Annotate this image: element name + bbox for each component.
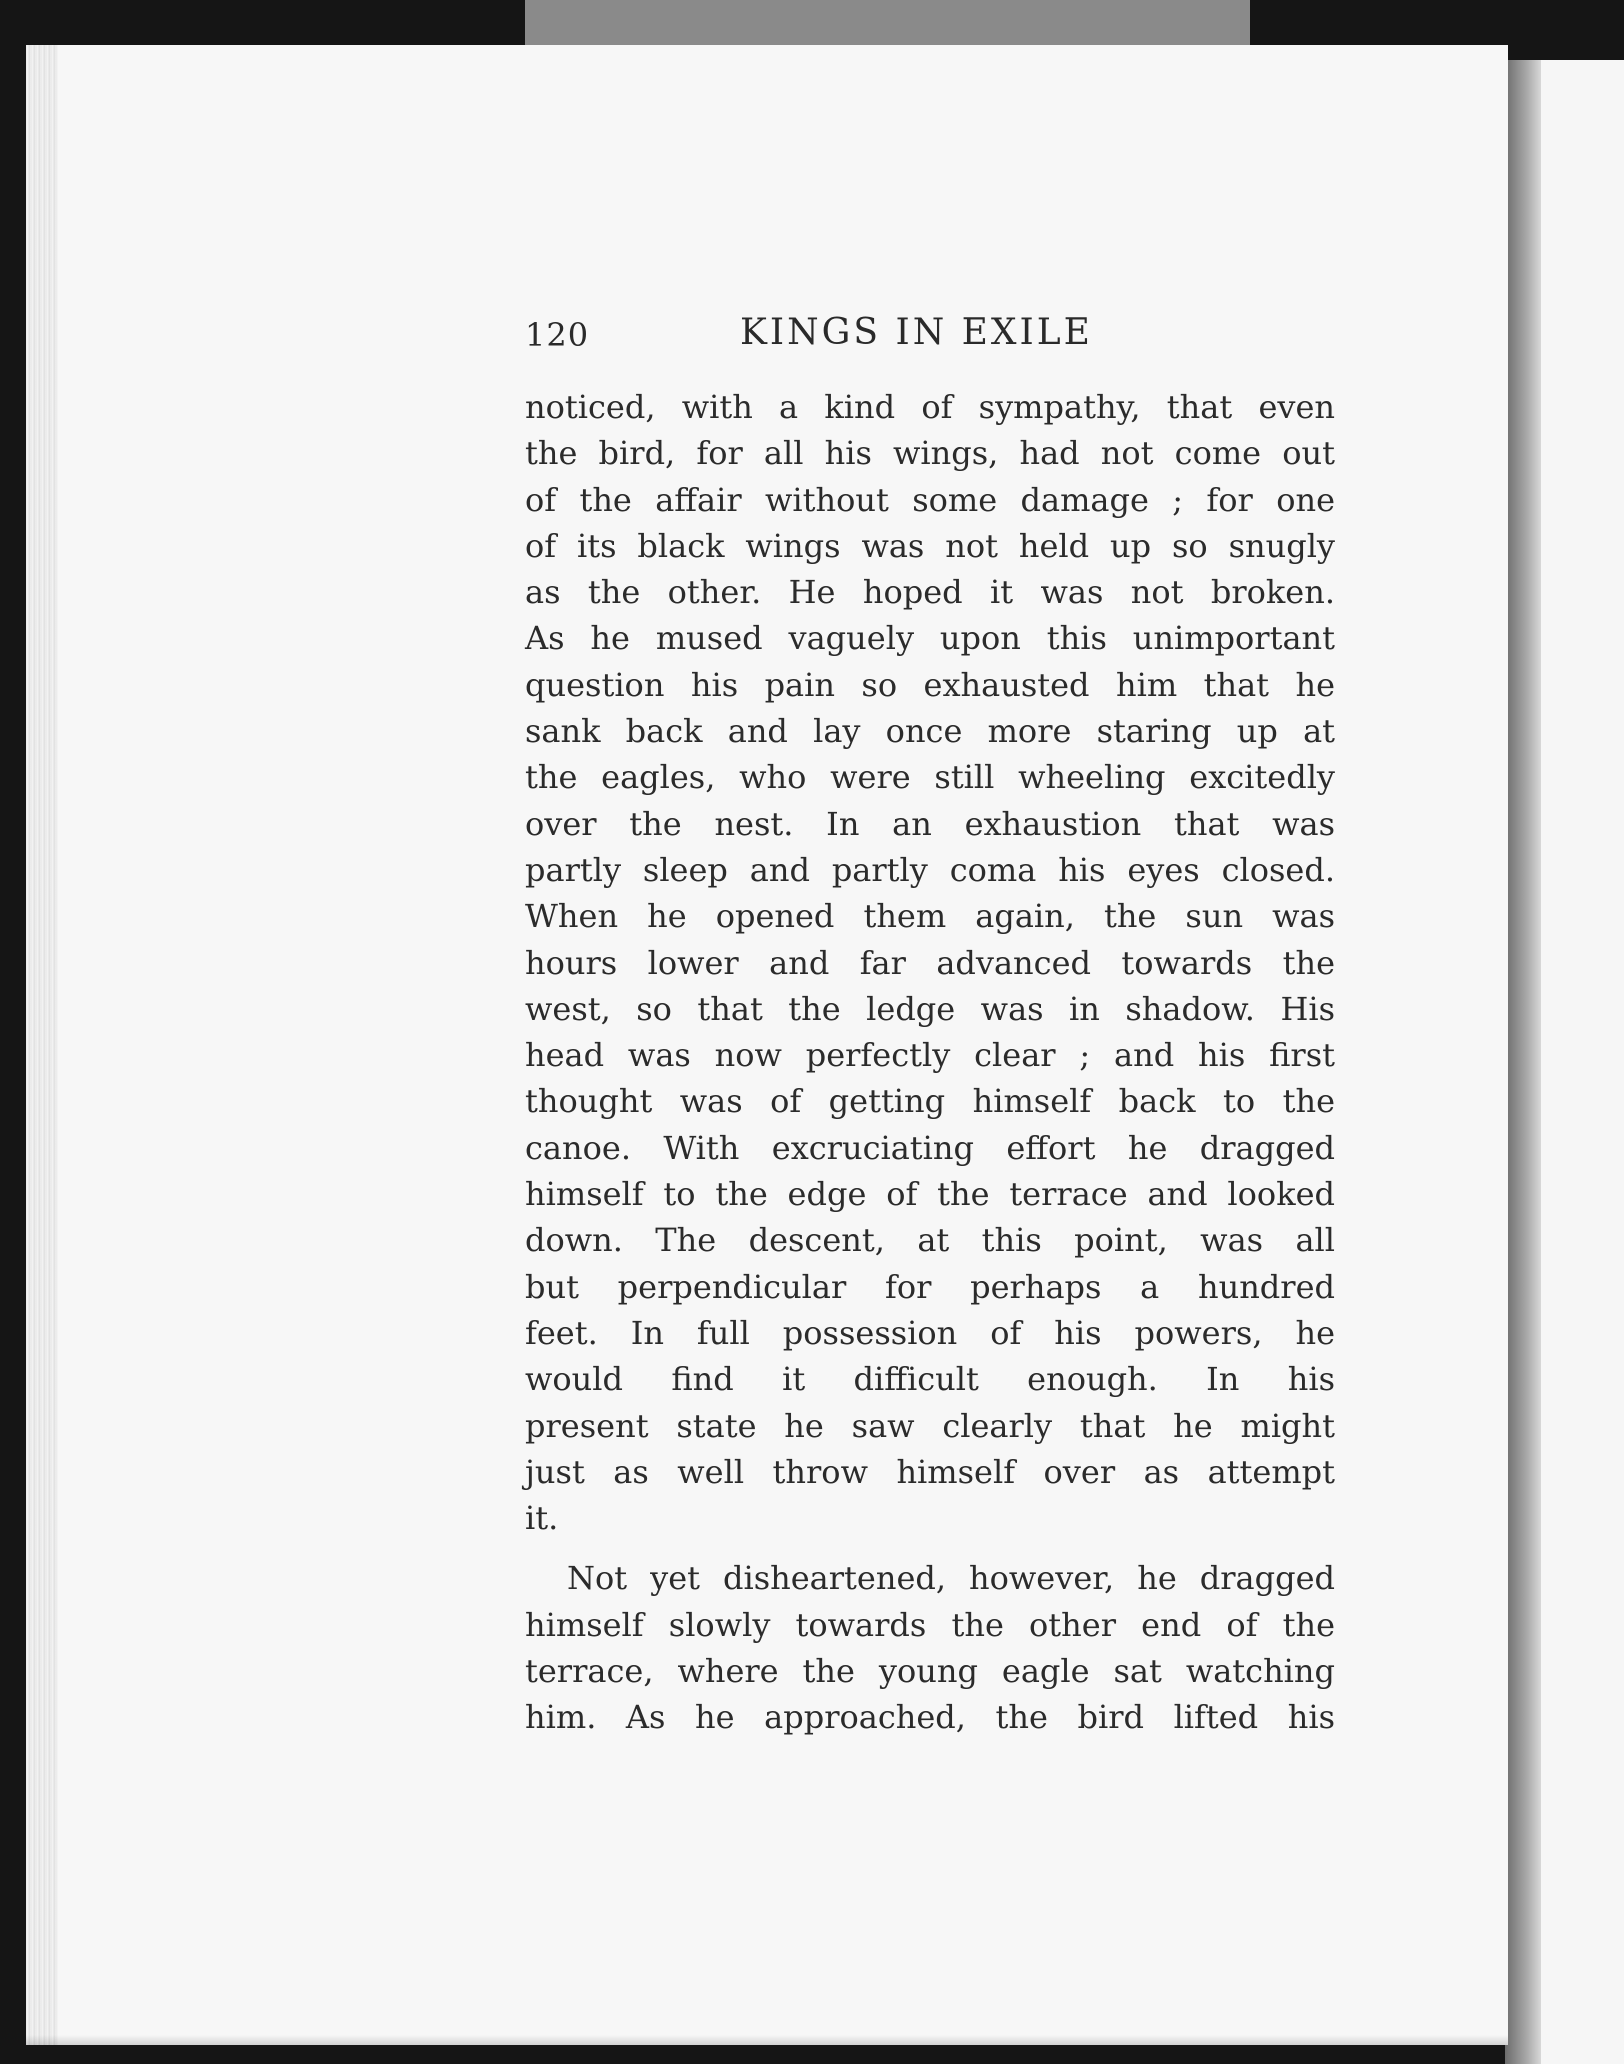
text-line: down. The descent, at this point, was all [525, 1221, 1335, 1260]
text-line: himself to the edge of the terrace and looked [525, 1175, 1335, 1214]
text-line: sank back and lay once more staring up at [525, 712, 1335, 751]
text-line: him. As he approached, the bird lifted his [525, 1698, 1335, 1737]
text-line: the bird, for all his wings, had not come out [525, 434, 1335, 473]
text-line: present state he saw clearly that he might [525, 1406, 1335, 1445]
text-line: question his pain so exhausted him that he [525, 665, 1335, 704]
text-line: just as well throw himself over as attempt [525, 1452, 1335, 1491]
text-line: as the other. He hoped it was not broken. [525, 573, 1335, 612]
text-line: west, so that the ledge was in shadow. His [525, 989, 1335, 1028]
text-line: feet. In full possession of his powers, he [525, 1313, 1335, 1352]
text-line: terrace, where the young eagle sat watching [525, 1652, 1335, 1691]
running-title: KINGS IN EXILE [740, 312, 1093, 353]
text-line: over the nest. In an exhaustion that was [525, 804, 1335, 843]
text-line: canoe. With excruciating effort he dragged [525, 1128, 1335, 1167]
text-line: Not yet disheartened, however, he dragged [567, 1559, 1335, 1598]
text-line: it. [525, 1499, 559, 1538]
text-line: noticed, with a kind of sympathy, that even [525, 388, 1335, 426]
page-header [525, 312, 1340, 362]
text-line: of the affair without some damage ; for one [525, 480, 1335, 519]
page-bottom-shadow [26, 2035, 1508, 2045]
text-line: hours lower and far advanced towards the [525, 943, 1335, 982]
text-line: would find it difficult enough. In his [525, 1360, 1335, 1399]
page-stack-edge [26, 45, 58, 2045]
text-line: As he mused vaguely upon this unimportant [525, 619, 1335, 658]
text-line: but perpendicular for perhaps a hundred [525, 1267, 1335, 1306]
text-line: himself slowly towards the other end of the [525, 1605, 1335, 1644]
text-line: the eagles, who were still wheeling excitedly [525, 758, 1335, 797]
text-line: head was now perfectly clear ; and his first [525, 1036, 1335, 1075]
text-line: When he opened them again, the sun was [525, 897, 1335, 936]
text-line: partly sleep and partly coma his eyes closed. [525, 850, 1335, 889]
book-gutter-shadow [1505, 60, 1541, 2064]
page-number: 120 [525, 316, 590, 354]
body-text [525, 384, 1335, 1741]
text-line: of its black wings was not held up so snugly [525, 526, 1335, 565]
text-line: thought was of getting himself back to the [525, 1082, 1335, 1121]
